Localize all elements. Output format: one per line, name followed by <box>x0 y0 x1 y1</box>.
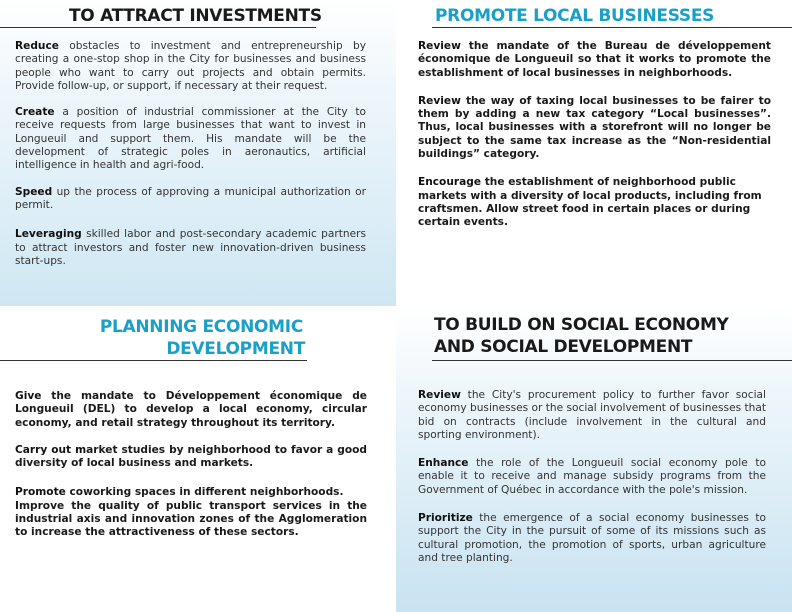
social-items <box>418 389 766 578</box>
planning-title <box>0 316 305 360</box>
planning-items <box>15 390 367 553</box>
promote-items <box>418 40 771 243</box>
social-item-review: Review the City's procurement policy to further favor social economy businesses or the social involvement of businesses that bid on contracts (include involvement in the cultural and sporting environment). <box>418 389 766 441</box>
social-title-line2: AND SOCIAL DEVELOPMENT <box>434 337 693 357</box>
attract-item-create: Create a position of industrial commissioner at the City to receive requests from large businesses that want to invest in Longueuil and support them. His mandate will be the development of strategic poles in aeronautics, artificial intelligence in health and agri-food. <box>15 106 366 172</box>
social-item-enhance: Enhance the role of the Longueuil social economy pole to enable it to receive and manage subsidy programs from the Government of Québec in accordance with the pole's mission. <box>418 457 766 496</box>
attract-items <box>15 40 366 281</box>
planning-item-carry-out: Carry out market studies by neighborhood to favor a good diversity of local business and markets. <box>15 443 368 470</box>
attract-item-speed: Speed up the process of approving a municipal authorization or permit. <box>15 185 366 211</box>
promote-item-review-bureau: Review the mandate of the Bureau de développement économique de Longueuil so that it works to promote the establishment of local businesses in neighborhoods. <box>418 40 771 79</box>
social-title-line1: TO BUILD ON SOCIAL ECONOMY <box>434 315 729 335</box>
planning-title-rule <box>0 360 307 361</box>
social-economy-section <box>396 306 792 612</box>
attract-item-leveraging: Leveraging skilled labor and post-secondary academic partners to attract investors and foster new innovation-driven business start-ups. <box>15 228 366 267</box>
attract-investments-section <box>0 0 396 306</box>
promote-item-review-tax: Review the way of taxing local businesses to be fairer to them by adding a new tax category “Local businesses”. Thus, local businesses with a storefront will no longer be subject to the same tax increase as the “Non-residential buildings” category. <box>418 94 771 161</box>
attract-title-rule <box>0 27 316 28</box>
planning-title-line2: DEVELOPMENT <box>166 339 305 359</box>
attract-item-reduce: Reduce obstacles to investment and entrepreneurship by creating a one-stop shop in the City for businesses and business people who want to carry out projects and obtain permits. Provide follow-up, or support, if necessary at their request. <box>15 40 366 92</box>
social-title <box>434 314 729 358</box>
promote-local-businesses-section <box>396 0 792 306</box>
planning-item-give: Give the mandate to Développement économique de Longueuil (DEL) to develop a local economy, circular economy, and retail strategy throughout its territory. <box>15 390 367 429</box>
promote-item-encourage: Encourage the establishment of neighborhood public markets with a diversity of local products, including from craftsmen. Allow street food in certain places or during certain events. <box>418 176 762 229</box>
promote-title-rule <box>432 27 792 28</box>
planning-item-transport: Improve the quality of public transport services in the industrial axis and innovation zones of the Agglomeration to increase the attractiveness of these sectors. <box>15 499 367 539</box>
attract-investments-title: TO ATTRACT INVESTMENTS <box>69 6 322 26</box>
social-item-prioritize: Prioritize the emergence of a social economy businesses to support the City in the pursuit of some of its missions such as cultural promotion, the promotion of sports, urban agriculture and tree planting. <box>418 512 766 564</box>
planning-title-line1: PLANNING ECONOMIC <box>99 317 303 337</box>
social-title-rule <box>432 360 792 361</box>
planning-item-promote: Promote coworking spaces in different neighborhoods. Improve the quality of public transport services in the industrial axis and innovation zones of the Agglomeration to increase the attractiveness of these sectors. <box>15 486 367 539</box>
promote-local-businesses-title: PROMOTE LOCAL BUSINESSES <box>435 6 715 26</box>
planning-economic-development-section <box>0 306 396 612</box>
